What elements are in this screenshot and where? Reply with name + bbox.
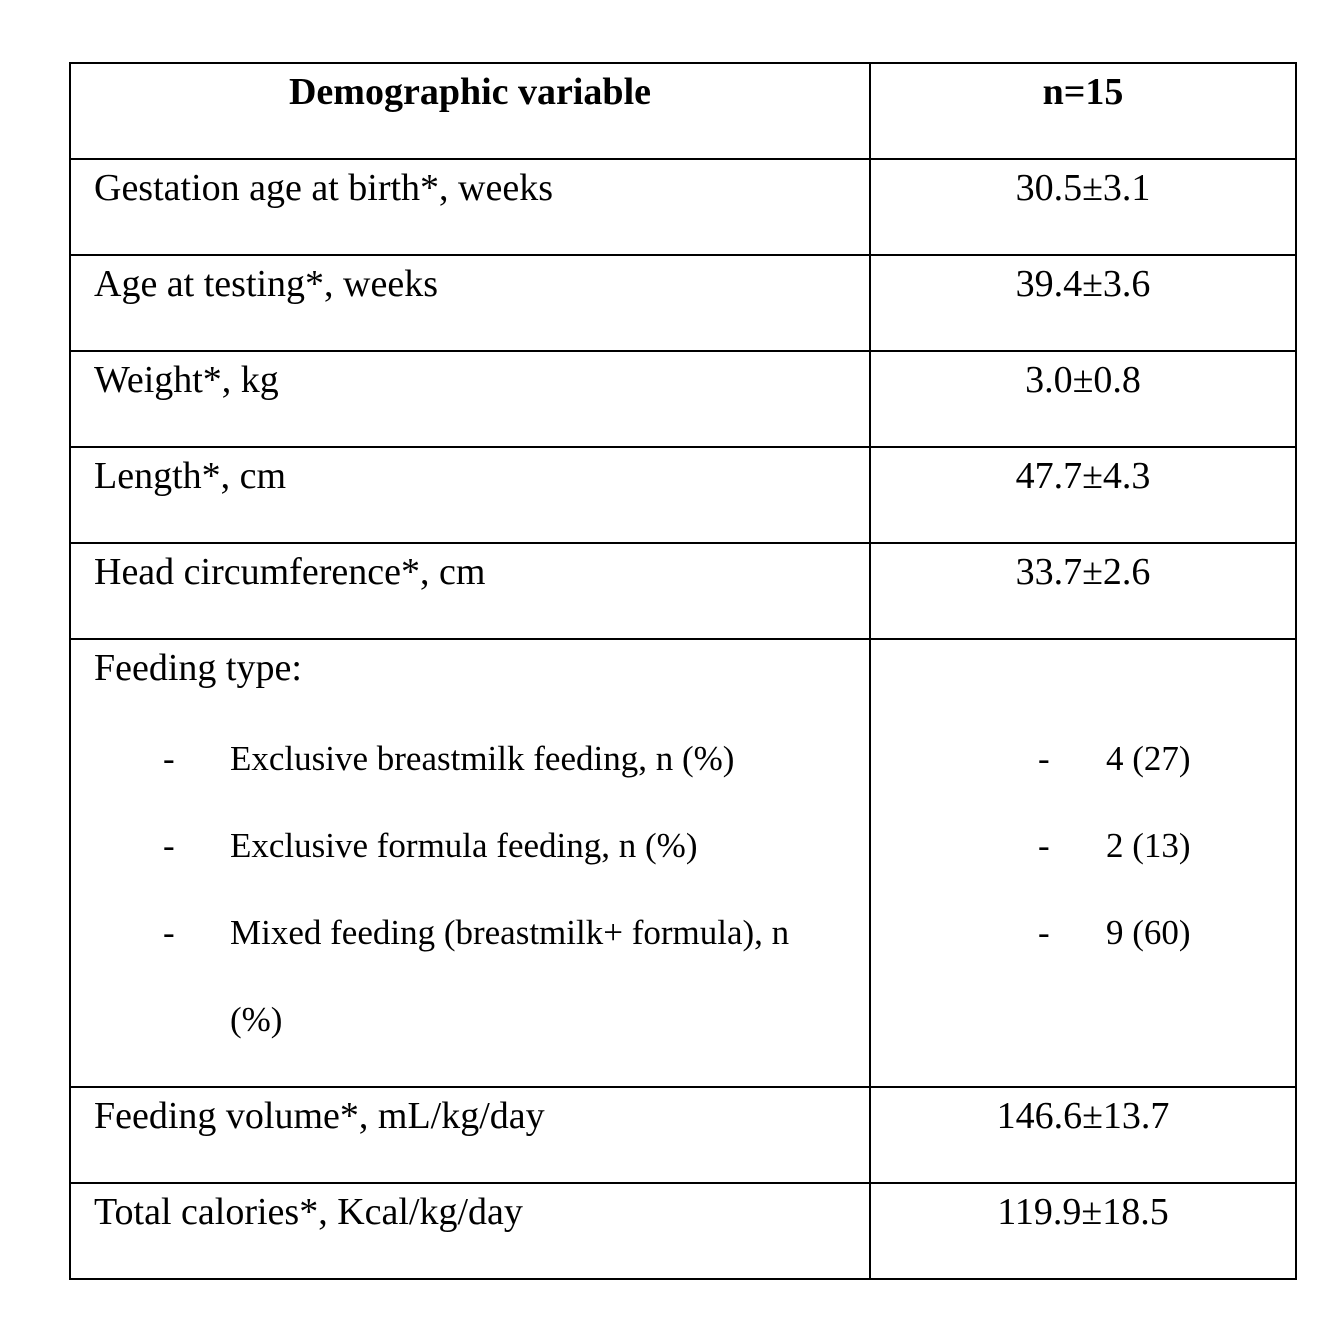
list-item-label: Mixed feeding (breastmilk+ formula), n (%) [230, 913, 790, 1039]
list-item [71, 715, 869, 802]
row-label: Head circumference*, cm [70, 543, 870, 639]
list-dash: - [163, 739, 175, 778]
table-row [70, 1183, 1296, 1279]
list-item-value: 4 (27) [1106, 739, 1191, 778]
row-value: 33.7±2.6 [870, 543, 1296, 639]
row-label: Gestation age at birth*, weeks [70, 159, 870, 255]
list-item [871, 802, 1295, 889]
feeding-type-label-cell [70, 639, 870, 1087]
row-value: 39.4±3.6 [870, 255, 1296, 351]
feeding-type-title: Feeding type: [94, 647, 302, 689]
list-item [871, 889, 1295, 976]
feeding-type-list [71, 687, 869, 1063]
header-value: n=15 [870, 63, 1296, 159]
feeding-type-row [70, 639, 1296, 1087]
row-label: Total calories*, Kcal/kg/day [70, 1183, 870, 1279]
list-item [71, 802, 869, 889]
demographics-table [69, 62, 1297, 1280]
list-dash: - [1038, 913, 1050, 952]
row-label: Length*, cm [70, 447, 870, 543]
list-item [871, 715, 1295, 802]
row-label: Weight*, kg [70, 351, 870, 447]
list-dash: - [163, 826, 175, 865]
table-row [70, 159, 1296, 255]
feeding-type-values [871, 687, 1295, 976]
list-item-label: Exclusive breastmilk feeding, n (%) [230, 739, 735, 778]
table-row [70, 1087, 1296, 1183]
table-row [70, 351, 1296, 447]
row-value: 30.5±3.1 [870, 159, 1296, 255]
list-dash: - [1038, 826, 1050, 865]
row-value: 3.0±0.8 [870, 351, 1296, 447]
row-value: 47.7±4.3 [870, 447, 1296, 543]
row-label: Feeding volume*, mL/kg/day [70, 1087, 870, 1183]
table-row [70, 255, 1296, 351]
row-value: 119.9±18.5 [870, 1183, 1296, 1279]
list-item-value: 9 (60) [1106, 913, 1191, 952]
table-row [70, 543, 1296, 639]
list-dash: - [1038, 739, 1050, 778]
list-item [71, 889, 869, 1063]
list-item-value: 2 (13) [1106, 826, 1191, 865]
table-row [70, 447, 1296, 543]
table-header-row [70, 63, 1296, 159]
row-value: 146.6±13.7 [870, 1087, 1296, 1183]
feeding-type-value-cell [870, 639, 1296, 1087]
list-item-label: Exclusive formula feeding, n (%) [230, 826, 698, 865]
list-dash: - [163, 913, 175, 952]
row-label: Age at testing*, weeks [70, 255, 870, 351]
header-variable: Demographic variable [70, 63, 870, 159]
